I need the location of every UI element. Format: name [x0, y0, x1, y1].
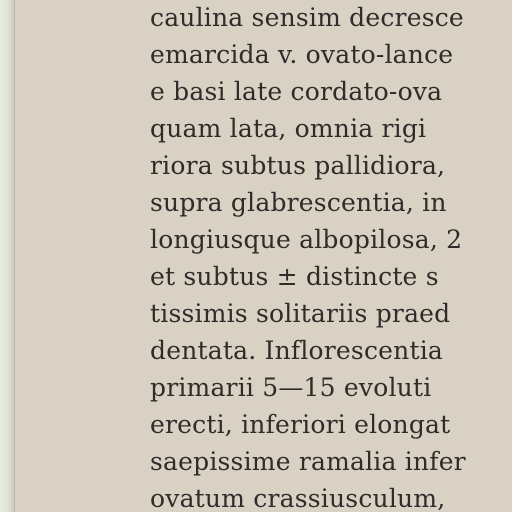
page-edge	[0, 0, 15, 512]
text-line: e basi late cordato-ova	[150, 77, 443, 106]
text-line: et subtus ± distincte s	[150, 262, 439, 291]
text-line: longiusque albopilosa, 2	[150, 225, 463, 254]
text-line: riora subtus pallidiora,	[150, 151, 446, 180]
text-line: erecti, inferiori elongat	[150, 410, 451, 439]
text-line: caulina sensim decresce	[150, 3, 464, 32]
text-line: emarcida v. ovato-lance	[150, 40, 454, 69]
text-block	[150, 0, 512, 512]
text-line: supra glabrescentia, in	[150, 188, 447, 217]
text-line: dentata. Inflorescentia	[150, 336, 443, 365]
text-line: primarii 5—15 evoluti	[150, 373, 432, 402]
text-line: quam lata, omnia rigi	[150, 114, 427, 143]
text-line: tissimis solitariis praed	[150, 299, 451, 328]
text-line: ovatum crassiusculum,	[150, 484, 446, 512]
text-line: saepissime ramalia infer	[150, 447, 466, 476]
